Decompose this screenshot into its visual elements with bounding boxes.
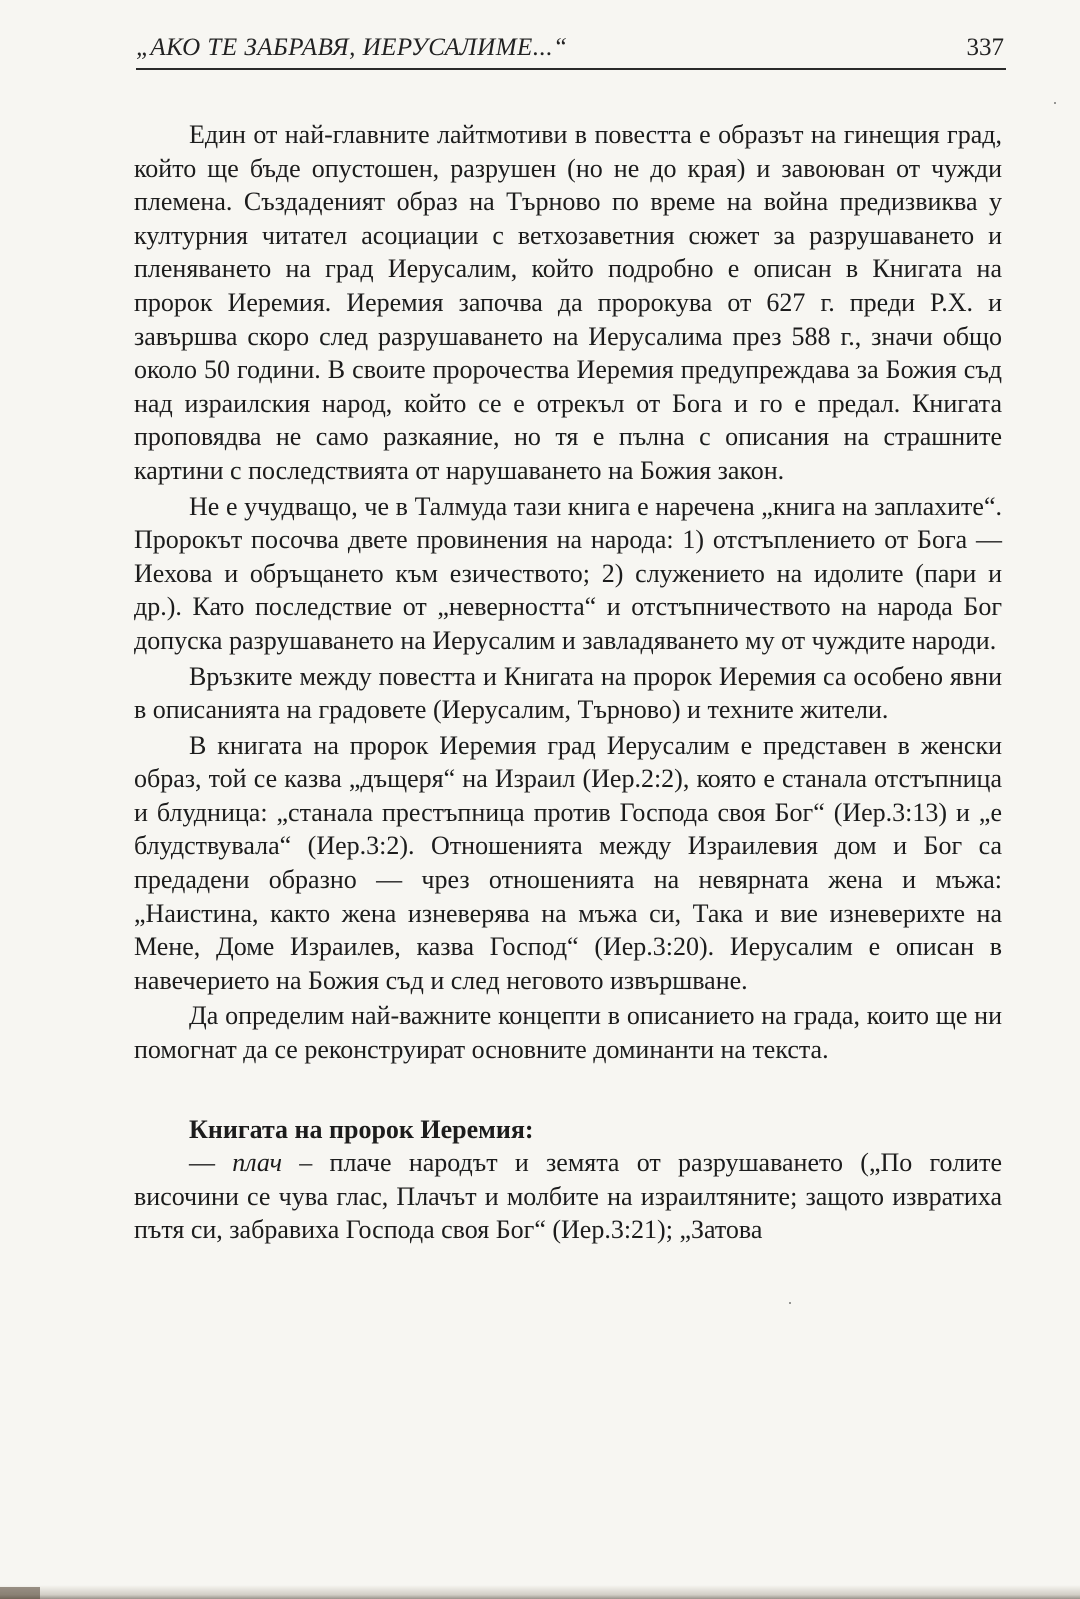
page-number: 337 (966, 34, 1004, 61)
item-prefix: — (189, 1148, 233, 1178)
paragraph-5: Да определим най-важните концепти в описанието на града, които ще ни помогнат да се реконструират основните доминанти на текста. (134, 1001, 1002, 1065)
dust-speck (789, 1302, 791, 1304)
paragraph-4: В книгата на пророк Иеремия град Иерусалим е представен в женски образ, той се казва „дъщеря“ на Израил (Иер.2:2), която е станала отстъпница и блудница: „станала престъпница против Господа своя Бог“ (Иер.3:13) и „е блудствувала“ (Иер.3:2). Отношенията между Израилевия дом и Бог са предадени образно — чрез отношенията на невярната жена и мъжа: „Наистина, както жена изневерява на мъжа си, Така и вие изневерихте на Мене, Доме Израилев, казва Господ“ (Иер.3:20). Иерусалим е описан в навечерието на Божия съд и след неговото извършване. (134, 730, 1002, 995)
list-item (134, 1146, 1002, 1247)
page-bottom-edge (0, 1585, 1080, 1599)
item-term: плач (232, 1148, 282, 1178)
section-heading: Книгата на пророк Иеремия: (189, 1114, 534, 1144)
running-head (136, 34, 1004, 70)
body-text (134, 118, 1002, 1247)
paragraph-1: Един от най-главните лайтмотиви в повестта е образът на гинещия град, който ще бъде опустошен, разрушен (но не до края) и завоюван от чужди племена. Създаденият образ на Търново по време на война предизвиква у културния читател асоциации с ветхозаветния сюжет за разрушаването и пленяването на град Иерусалим, който подробно е описан в Книгата на пророк Иеремия. Иеремия започва да пророкува от 627 г. преди Р.Х. и завършва скоро след разрушаването на Иерусалима през 588 г., значи общо около 50 години. В своите пророчества Иеремия предупреждава за Божия съд над израилския народ, който се е отрекъл от Бога и го е предал. Книгата проповядва не само разкаяние, но тя е пълна с описания на страшните картини с последствията от нарушаването на Божия закон. (134, 120, 1002, 485)
running-title: „АКО ТЕ ЗАБРАВЯ, ИЕРУСАЛИМЕ...“ (136, 34, 568, 61)
item-text: – плаче народът и земята от разрушаването („По голите височини се чува глас, Плачът и молбите на израилтяните; защото извратиха пътя си, забравиха Господа своя Бог“ (Иер.3:21); „Затова (134, 1148, 1002, 1245)
dust-speck (1054, 102, 1056, 104)
scan-shadow (0, 1587, 40, 1599)
header-rule (136, 68, 1006, 70)
paragraph-2: Не е учудващо, че в Талмуда тази книга е наречена „книга на заплахите“. Пророкът посочва двете провинения на народа: 1) отстъплението от Бога — Иехова и обръщането към езичеството; 2) служението на идолите (пари и др.). Като последствие от „неверността“ и отстъпничеството на народа Бог допуска разрушаването на Иерусалим и завладяването му от чуждите народи. (134, 491, 1002, 655)
paragraph-3: Връзките между повестта и Книгата на пророк Иеремия са особено явни в описанията на градовете (Иерусалим, Търново) и техните жители. (134, 661, 1002, 725)
